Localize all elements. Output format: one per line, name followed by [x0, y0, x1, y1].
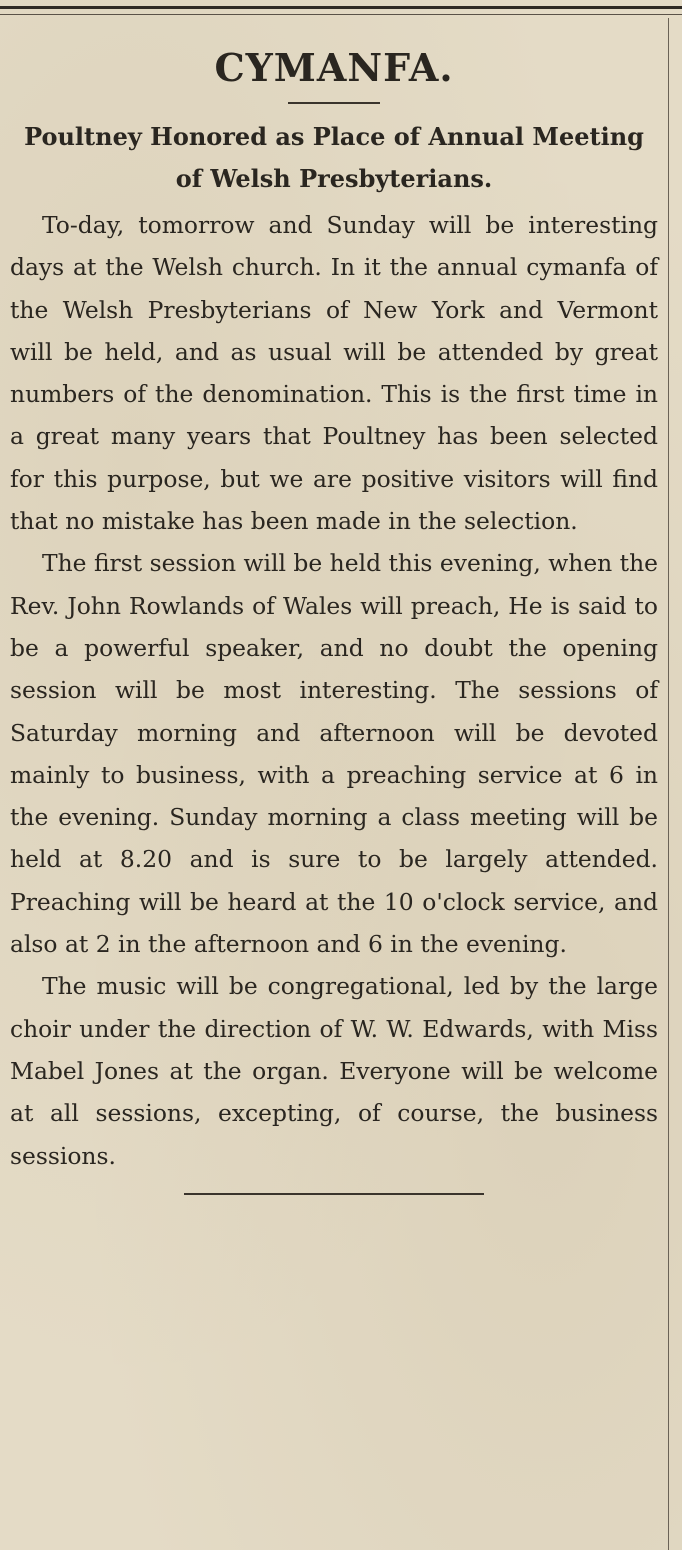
end-rule — [184, 1193, 484, 1195]
top-column-rule — [0, 6, 682, 9]
title-rule — [288, 102, 380, 104]
article-body — [10, 204, 658, 1177]
article-title: CYMANFA. — [214, 45, 454, 90]
top-thin-rule — [0, 14, 682, 15]
article-column — [10, 40, 658, 1195]
paragraph-2: The first session will be held this evening, when the Rev. John Rowlands of Wales will preach, He is said to be a powerful speaker, and no doubt the opening session will be most interesting. The sessions of Saturday morning and afternoon will be devoted mainly to business, with a preaching service at 6 in the evening. Sunday morning a class meeting will be held at 8.20 and is sure to be largely attended. Preaching will be heard at the 10 o'clock service, and also at 2 in the afternoon and 6 in the evening. — [10, 549, 658, 959]
paragraph-1: To-day, tomorrow and Sunday will be interesting days at the Welsh church. In it the annual cymanfa of the Welsh Presbyterians of New York and Vermont will be held, and as usual will be attended by great numbers of the denomination. This is the first time in a great many years that Poultney has been selected for this purpose, but we are positive visitors will find that no mistake has been made in the selection. — [10, 211, 658, 536]
paragraph-3: The music will be congregational, led by the large choir under the direction of W. W. Edwards, with Miss Mabel Jones at the organ. Everyone will be welcome at all sessions, excepting, of course, the business sessions. — [10, 972, 658, 1170]
article-subhead: Poultney Honored as Place of Annual Meeting of Welsh Presbyterians. — [24, 122, 644, 193]
column-divider-rule — [668, 18, 669, 1550]
